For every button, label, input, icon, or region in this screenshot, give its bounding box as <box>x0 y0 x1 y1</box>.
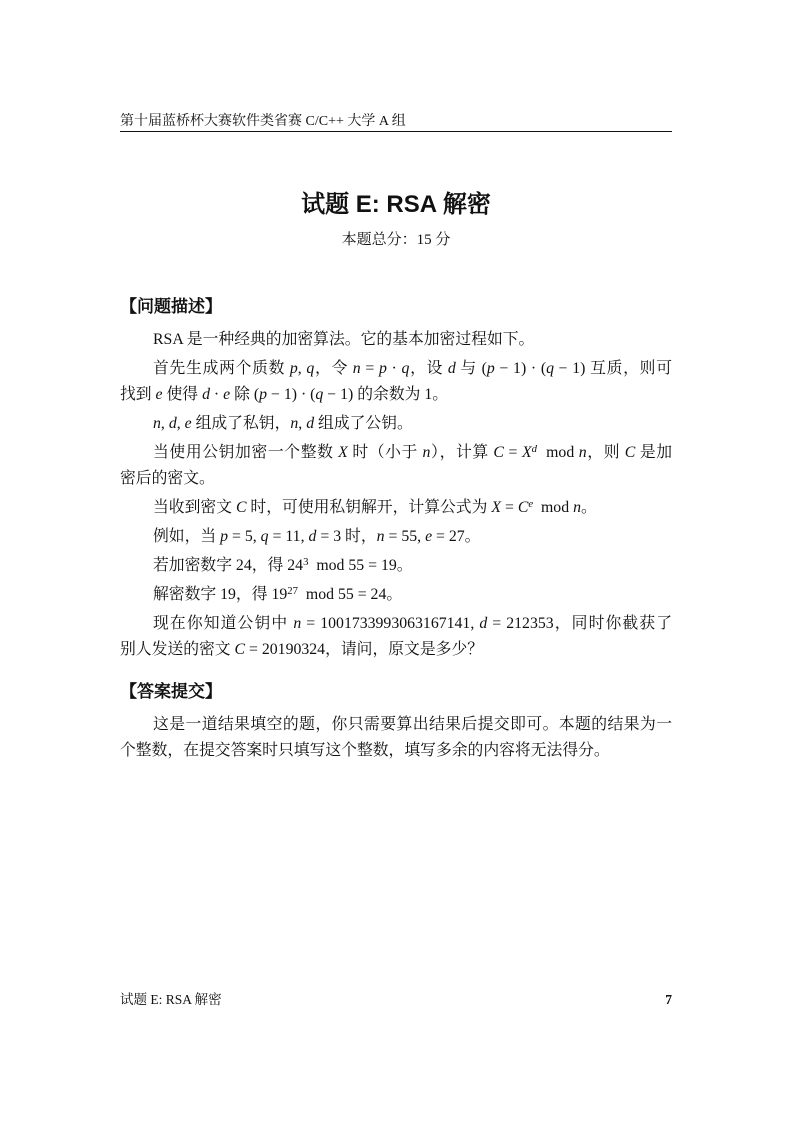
text-line <box>120 440 672 466</box>
text-run: 与 ( <box>455 360 487 377</box>
total-score: 本题总分：15 分 <box>341 232 451 248</box>
math-variable: X <box>491 499 501 516</box>
text-line <box>120 524 672 550</box>
text-run: 首先生成两个质数 <box>153 360 290 377</box>
section-heading: 【答案提交】 <box>120 682 222 701</box>
text-run: · <box>209 386 224 403</box>
math-variable: C <box>493 444 504 461</box>
text-run: mod 55 = 24。 <box>298 586 403 603</box>
text-run: 时（小于 <box>347 444 423 461</box>
math-variable: p <box>289 360 298 377</box>
math-variable: p <box>486 360 495 377</box>
text-run: 解密数字 19，得 19 <box>153 586 288 603</box>
paragraph <box>120 611 672 663</box>
text-run: = <box>503 444 522 461</box>
text-run: 这是一道结果填空的题，你只需要算出结果后提交即可。本题的结果为一 <box>153 716 672 733</box>
text-run: 若加密数字 24，得 24 <box>153 557 304 574</box>
math-variable: d <box>447 360 456 377</box>
math-exponent: 3 <box>303 555 309 568</box>
text-run: mod <box>533 499 574 516</box>
text-run: = 11, <box>268 528 309 545</box>
section-answer-submission <box>120 679 672 764</box>
text-run: , <box>176 415 185 432</box>
math-variable: e <box>155 386 163 403</box>
paragraph <box>120 356 672 408</box>
math-variable: p <box>378 360 387 377</box>
math-variable: p <box>259 386 268 403</box>
text-run: = 5, <box>228 528 261 545</box>
math-variable: q <box>315 386 324 403</box>
math-variable: X <box>338 444 348 461</box>
text-run: 密后的密文。 <box>120 470 215 487</box>
math-variable: d <box>306 415 315 432</box>
text-run: ），计算 <box>430 444 494 461</box>
text-run: = <box>360 360 379 377</box>
math-variable: e <box>223 386 231 403</box>
paragraph <box>120 524 672 550</box>
math-variable: C <box>235 499 247 516</box>
text-line <box>120 466 672 492</box>
paragraph <box>120 582 672 608</box>
text-run: − 1) · ( <box>494 360 547 377</box>
paragraph <box>120 440 672 492</box>
paragraph <box>120 553 672 579</box>
math-variable: n <box>293 615 302 632</box>
math-variable: e <box>184 415 192 432</box>
header-rule <box>120 131 672 132</box>
text-run: ，设 <box>409 360 448 377</box>
problem-content <box>120 294 672 764</box>
math-variable: d <box>479 615 488 632</box>
footer-title: 试题 E: RSA 解密 <box>120 992 222 1007</box>
math-variable: n <box>422 444 431 461</box>
text-run: · <box>386 360 402 377</box>
text-run: 现在你知道公钥中 <box>153 615 294 632</box>
text-run: = 212353，同时你截获了 <box>487 615 672 632</box>
math-variable: X <box>521 444 532 461</box>
math-variable: q <box>260 528 269 545</box>
text-line <box>120 382 672 408</box>
math-variable: e <box>425 528 433 545</box>
text-run: = 20190324，请问，原文是多少？ <box>245 641 484 658</box>
text-run: , <box>160 415 169 432</box>
math-variable: n <box>573 499 581 516</box>
text-run: 当收到密文 <box>153 499 236 516</box>
text-run: 找到 <box>120 386 156 403</box>
section-heading: 【问题描述】 <box>120 297 222 316</box>
math-variable: d <box>202 386 210 403</box>
math-variable: n <box>578 444 587 461</box>
text-line <box>120 738 672 764</box>
text-line <box>120 553 672 579</box>
paragraph <box>120 411 672 437</box>
text-run: mod 55 = 19。 <box>308 557 413 574</box>
math-variable: d <box>168 415 177 432</box>
problem-title: 试题 E: RSA 解密 <box>301 191 491 218</box>
text-run: , <box>298 415 307 432</box>
page-number: 7 <box>665 992 672 1007</box>
text-run: ，令 <box>314 360 353 377</box>
text-run: 别人发送的密文 <box>120 641 235 658</box>
math-variable: n <box>290 415 299 432</box>
text-run: − 1) · ( <box>267 386 316 403</box>
text-run: 当使用公钥加密一个整数 <box>153 444 339 461</box>
paragraph <box>120 327 672 353</box>
text-run: 时，可使用私钥解开，计算公式为 <box>246 499 492 516</box>
math-exponent: 27 <box>287 584 299 597</box>
text-line <box>120 411 672 437</box>
text-run: 是加 <box>635 444 672 461</box>
text-run: = 3 时， <box>316 528 377 545</box>
math-variable: q <box>306 360 315 377</box>
text-line <box>120 712 672 738</box>
text-run: − 1) 互质，则可 <box>554 360 672 377</box>
text-run: = 1001733993063167141, <box>301 615 480 632</box>
paragraph <box>120 495 672 521</box>
text-line <box>120 637 672 663</box>
text-run: , <box>297 360 307 377</box>
math-variable: q <box>401 360 410 377</box>
math-variable: C <box>517 499 529 516</box>
math-variable: C <box>234 641 246 658</box>
text-run: 组成了公钥。 <box>314 415 413 432</box>
math-variable: n <box>352 360 361 377</box>
text-line <box>120 356 672 382</box>
text-run: ，则 <box>586 444 625 461</box>
text-line <box>120 611 672 637</box>
text-run: 使得 <box>162 386 203 403</box>
text-run: − 1) 的余数为 1。 <box>323 386 449 403</box>
text-run: 例如，当 <box>153 528 221 545</box>
math-exponent: e <box>528 497 534 510</box>
text-run: = <box>501 499 518 516</box>
math-exponent: d <box>531 442 537 455</box>
math-variable: n <box>153 415 161 432</box>
text-run: 组成了私钥， <box>191 415 291 432</box>
math-variable: q <box>546 360 554 377</box>
running-header: 第十届蓝桥杯大赛软件类省赛 C/C++ 大学 A 组 <box>120 114 406 129</box>
text-run: 除 ( <box>230 386 260 403</box>
text-run: mod <box>537 444 579 461</box>
text-run: = 27。 <box>432 528 481 545</box>
text-run: = 55, <box>384 528 426 545</box>
text-run: 个整数，在提交答案时只填写这个整数，填写多余的内容将无法得分。 <box>120 742 610 759</box>
text-run: 。 <box>580 499 597 516</box>
text-line <box>120 327 672 353</box>
math-variable: n <box>376 528 385 545</box>
section-problem-description <box>120 294 672 663</box>
text-run: RSA 是一种经典的加密算法。它的基本加密过程如下。 <box>153 331 535 348</box>
math-variable: p <box>220 528 229 545</box>
math-variable: C <box>624 444 636 461</box>
text-line <box>120 495 672 521</box>
text-line <box>120 582 672 608</box>
paragraph <box>120 712 672 764</box>
math-variable: d <box>308 528 317 545</box>
